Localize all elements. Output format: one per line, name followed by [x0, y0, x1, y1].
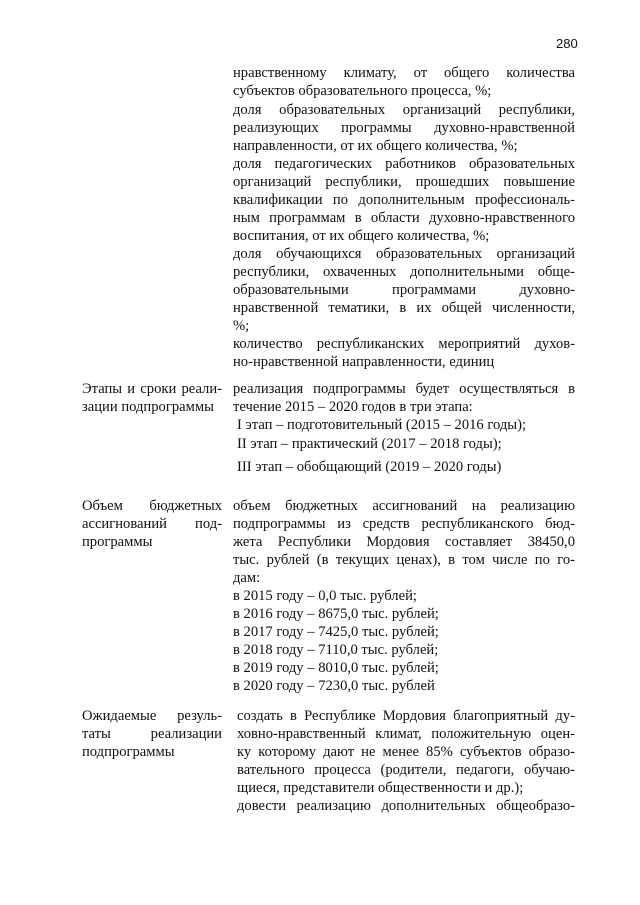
results-label: Ожидаемые резуль- — [82, 708, 222, 724]
budget-label: ассигнований под- — [82, 516, 222, 532]
stages-label: зации подпрограммы — [82, 399, 214, 415]
indicator-line: образовательными программами духовно- — [233, 282, 575, 298]
indicator-line: но-нравственной направленности, единиц — [233, 354, 495, 370]
indicator-line: ным программам в области духовно-нравственного — [233, 210, 575, 226]
page-number: 280 — [556, 36, 578, 51]
indicator-line: нравственному климату, от общего количества — [233, 65, 575, 81]
indicator-line: организаций республики, прошедших повышение — [233, 174, 575, 190]
indicator-line: %; — [233, 318, 250, 334]
indicator-line: доля обучающихся образовательных организаций — [233, 246, 575, 262]
budget-text: тыс. рублей (в текущих ценах), в том числе по го- — [233, 552, 575, 568]
results-label: подпрограммы — [82, 744, 175, 760]
indicator-line: республики, охваченных дополнительными обще- — [233, 264, 575, 280]
budget-year-item: в 2015 году – 0,0 тыс. рублей; — [233, 588, 417, 604]
budget-year-item: в 2017 году – 7425,0 тыс. рублей; — [233, 624, 439, 640]
indicator-line: воспитания, от их общего количества, %; — [233, 228, 490, 244]
stage-item: II этап – практический (2017 – 2018 годы); — [237, 436, 502, 452]
budget-label: Объем бюджетных — [82, 498, 222, 514]
results-text: довести реализацию дополнительных общеобразо- — [237, 798, 575, 814]
stages-text: течение 2015 – 2020 годов в три этапа: — [233, 399, 473, 415]
indicator-line: доля образовательных организаций республики, — [233, 102, 575, 118]
indicator-line: реализующих программы духовно-нравственной — [233, 120, 575, 136]
indicator-line: доля педагогических работников образовательных — [233, 156, 575, 172]
budget-text: объем бюджетных ассигнований на реализацию — [233, 498, 575, 514]
results-text: ку которому дают не менее 85% субъектов образо- — [237, 744, 575, 760]
indicator-line: квалификации по дополнительным профессиональ- — [233, 192, 575, 208]
results-text: ховно-нравственный климат, положительную оцен- — [237, 726, 575, 742]
stages-label: Этапы и сроки реали- — [82, 381, 222, 397]
budget-year-item: в 2018 году – 7110,0 тыс. рублей; — [233, 642, 439, 658]
budget-label: программы — [82, 534, 153, 550]
budget-year-item: в 2020 году – 7230,0 тыс. рублей — [233, 678, 435, 694]
indicator-line: субъектов образовательного процесса, %; — [233, 83, 492, 99]
indicator-line: количество республиканских мероприятий духов- — [233, 336, 575, 352]
results-text: вательного процесса (родители, педагоги, обучаю- — [237, 762, 575, 778]
indicator-line: направленности, от их общего количества, %; — [233, 138, 518, 154]
stages-text: реализация подпрограммы будет осуществляться в — [233, 381, 575, 397]
budget-text: дам: — [233, 570, 261, 586]
budget-year-item: в 2019 году – 8010,0 тыс. рублей; — [233, 660, 439, 676]
stage-item: I этап – подготовительный (2015 – 2016 годы); — [237, 417, 527, 433]
budget-year-item: в 2016 году – 8675,0 тыс. рублей; — [233, 606, 439, 622]
stage-item: III этап – обобщающий (2019 – 2020 годы) — [237, 459, 502, 475]
results-label: таты реализации — [82, 726, 222, 742]
budget-text: подпрограммы из средств республиканского бюд- — [233, 516, 575, 532]
results-text: создать в Республике Мордовия благоприятный ду- — [237, 708, 575, 724]
indicator-line: нравственной тематики, в их общей численности, — [233, 300, 575, 316]
results-text: щиеся, представители общественности и др.); — [237, 780, 524, 796]
budget-text: жета Республики Мордовия составляет 38450,0 — [233, 534, 575, 550]
